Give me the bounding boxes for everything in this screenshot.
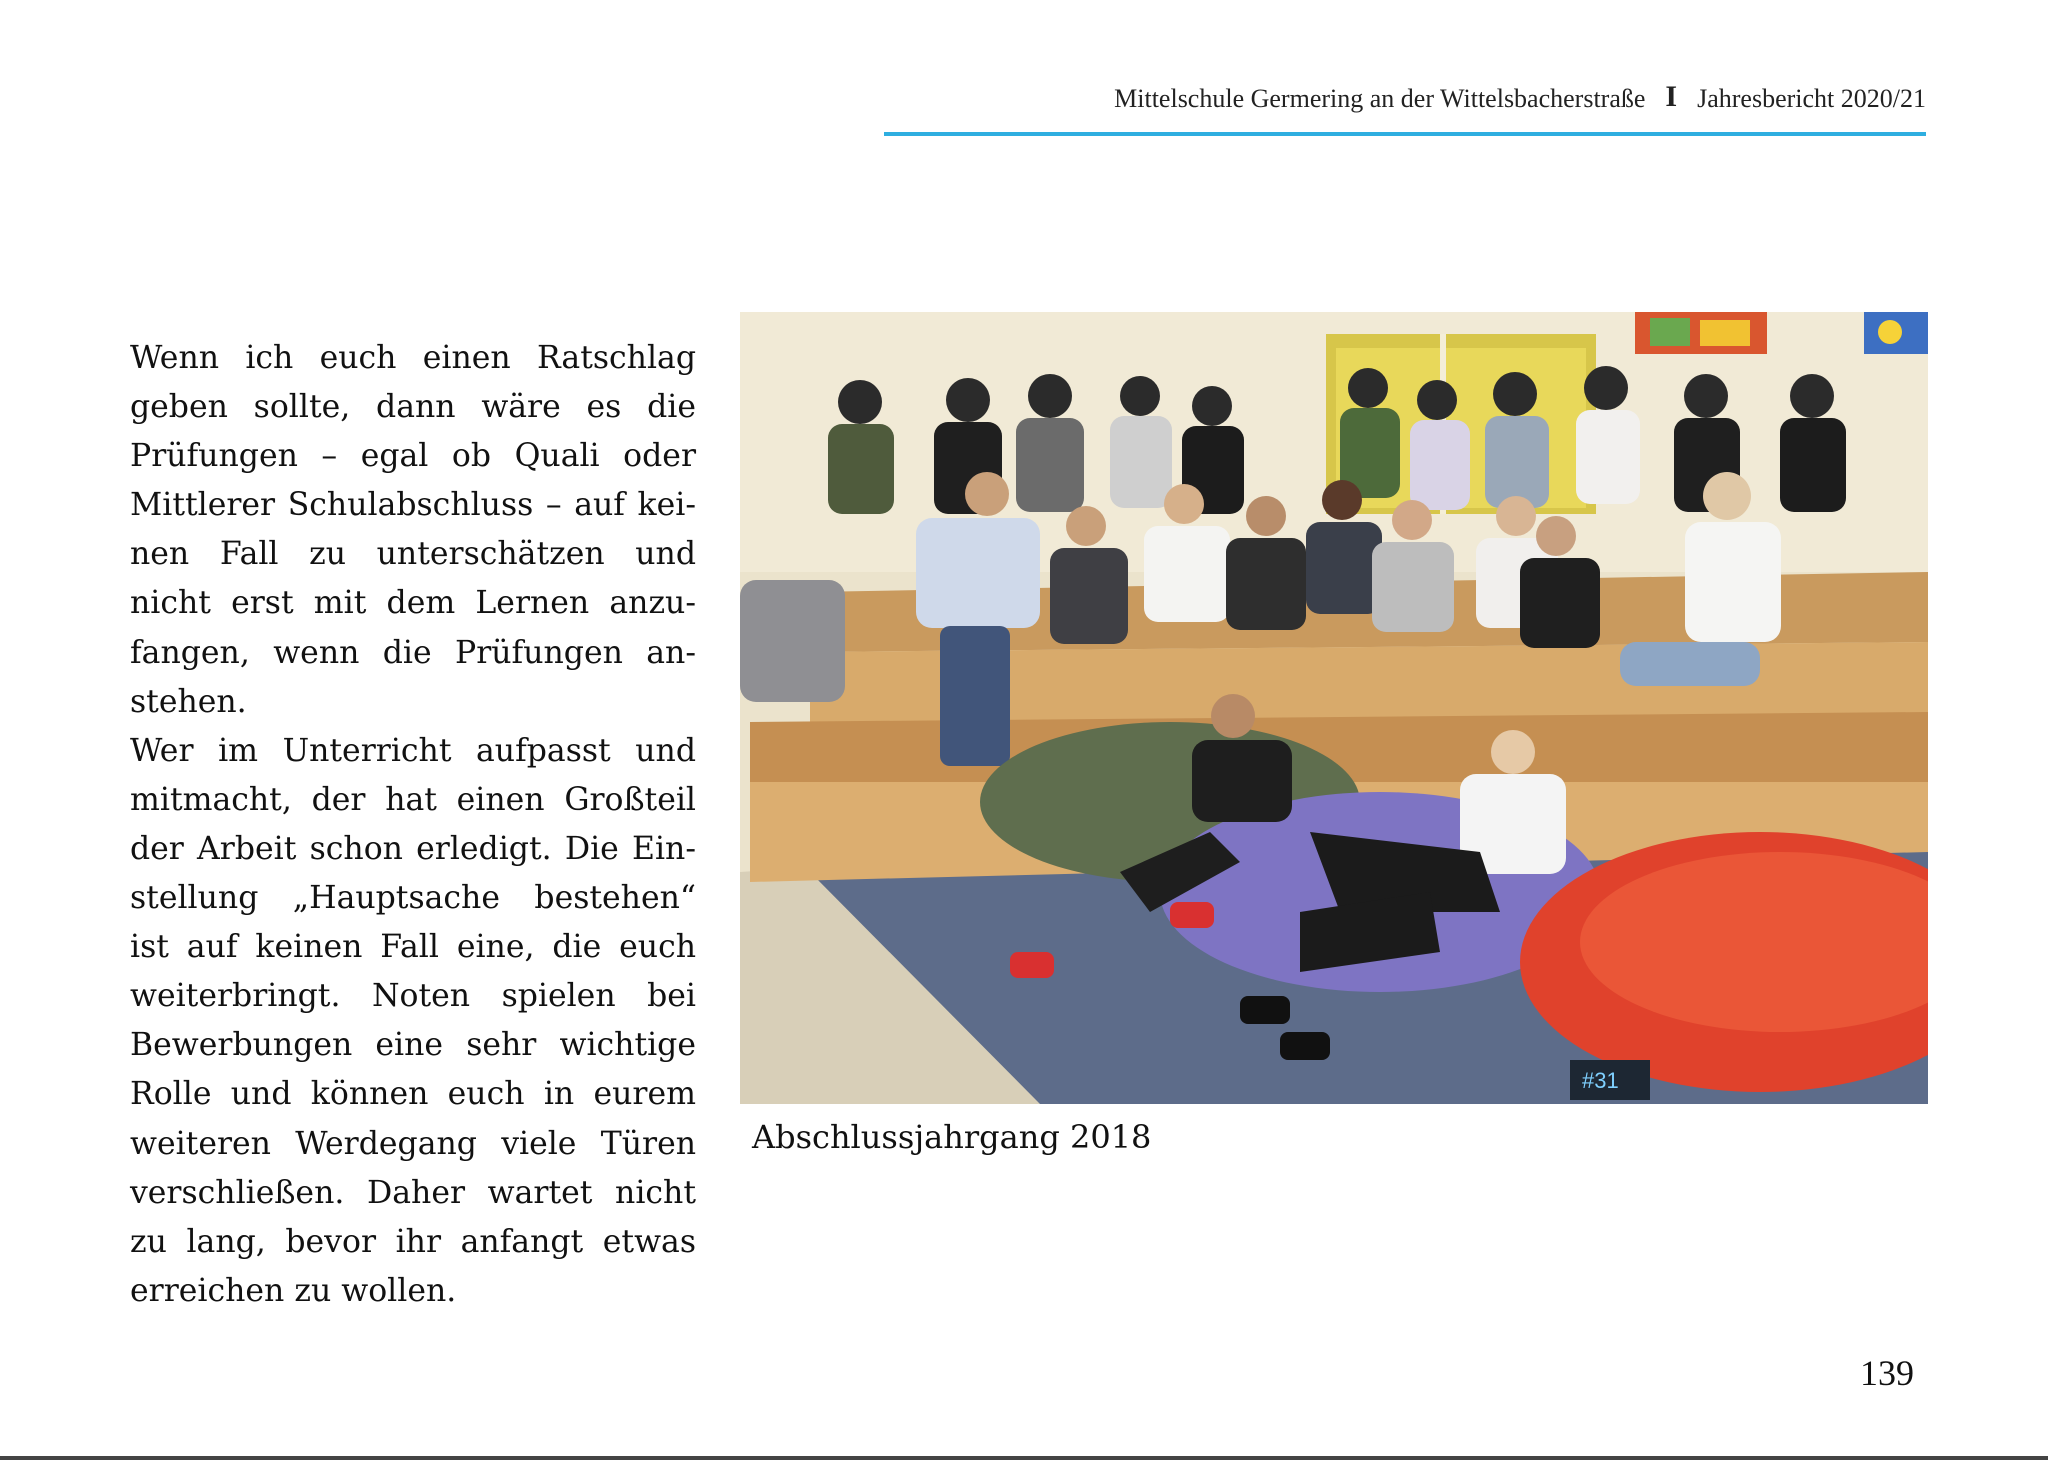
class-photo bbox=[740, 312, 1928, 1104]
paragraph: Wer im Unterricht aufpasst und mitmacht, der hat einen Großteil der Arbeit schon erledigt. Die Einstellung „Hauptsache bestehen“ ist auf keinen Fall eine, die euch weiterbringt. Noten spielen bei Bewerbungen eine sehr wichtige Rolle und können euch in eurem weiteren Werdegang viele Türen verschließen. Daher wartet nicht zu lang, bevor ihr anfangt etwas erreichen zu wollen. bbox=[130, 732, 696, 1309]
running-header bbox=[884, 80, 1926, 136]
paragraph: Wenn ich euch einen Ratschlag geben sollte, dann wäre es die Prüfungen – egal ob Quali oder Mittlerer Schulabschluss – auf keinen Fall zu unterschätzen und nicht erst mit dem Lernen anzufangen, wenn die Prüfungen anstehen. bbox=[130, 340, 696, 720]
body-text bbox=[130, 334, 696, 1316]
header-report-title: Jahresbericht 2020/21 bbox=[1697, 84, 1926, 113]
page-number: 139 bbox=[1860, 1353, 1914, 1393]
bottom-rule bbox=[0, 1456, 2048, 1460]
photo-caption: Abschlussjahrgang 2018 bbox=[752, 1118, 1152, 1156]
header-school-name: Mittelschule Germering an der Wittelsbacherstraße bbox=[1114, 84, 1646, 113]
cushion-label: #31 bbox=[1582, 1068, 1619, 1093]
header-separator: I bbox=[1665, 80, 1678, 113]
